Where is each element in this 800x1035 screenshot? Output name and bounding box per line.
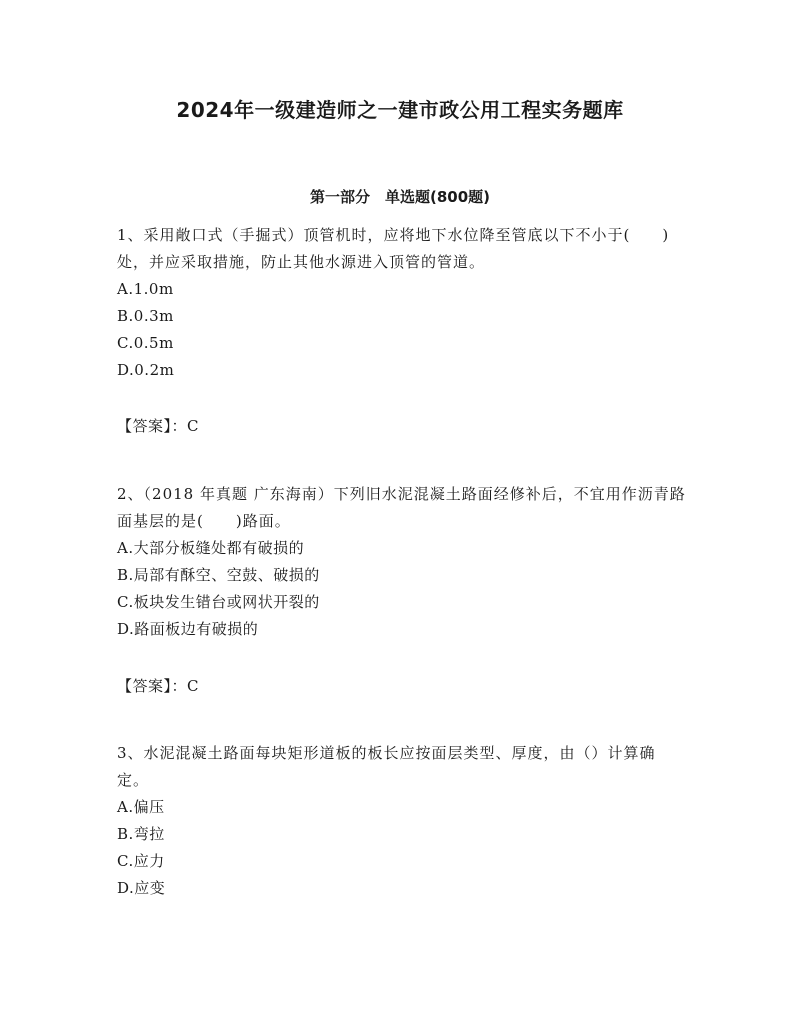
option-c: C.板块发生错台或网状开裂的 <box>117 593 320 611</box>
option-a: A.1.0m <box>117 280 174 298</box>
option-b: B.弯拉 <box>117 825 165 843</box>
option-c: C.应力 <box>117 852 165 870</box>
option-b: B.局部有酥空、空鼓、破损的 <box>117 566 320 584</box>
option-d: D.应变 <box>117 879 166 897</box>
section-title: 第一部分 单选题(800题) <box>309 188 491 206</box>
question-2 <box>117 481 687 643</box>
question-3 <box>117 740 687 902</box>
option-c: C.0.5m <box>117 334 174 352</box>
question-text: 2、（2018 年真题 广东海南）下列旧水泥混凝土路面经修补后，不宜用作沥青路面基层的是( )路面。 <box>117 485 686 530</box>
option-a: A.偏压 <box>117 798 165 816</box>
option-a: A.大部分板缝处都有破损的 <box>117 539 305 557</box>
option-b: B.0.3m <box>117 307 174 325</box>
answer-2: 【答案】：C <box>117 677 199 695</box>
question-1 <box>117 222 687 384</box>
answer-1: 【答案】：C <box>117 417 199 435</box>
question-text: 3、水泥混凝土路面每块矩形道板的板长应按面层类型、厚度，由（）计算确定。 <box>117 744 656 789</box>
option-d: D.路面板边有破损的 <box>117 620 259 638</box>
document-title: 2024年一级建造师之一建市政公用工程实务题库 <box>176 98 624 122</box>
question-text: 1、采用敞口式（手掘式）顶管机时，应将地下水位降至管底以下不小于( )处，并应采取措施，防止其他水源进入顶管的管道。 <box>117 226 670 271</box>
option-d: D.0.2m <box>117 361 175 379</box>
